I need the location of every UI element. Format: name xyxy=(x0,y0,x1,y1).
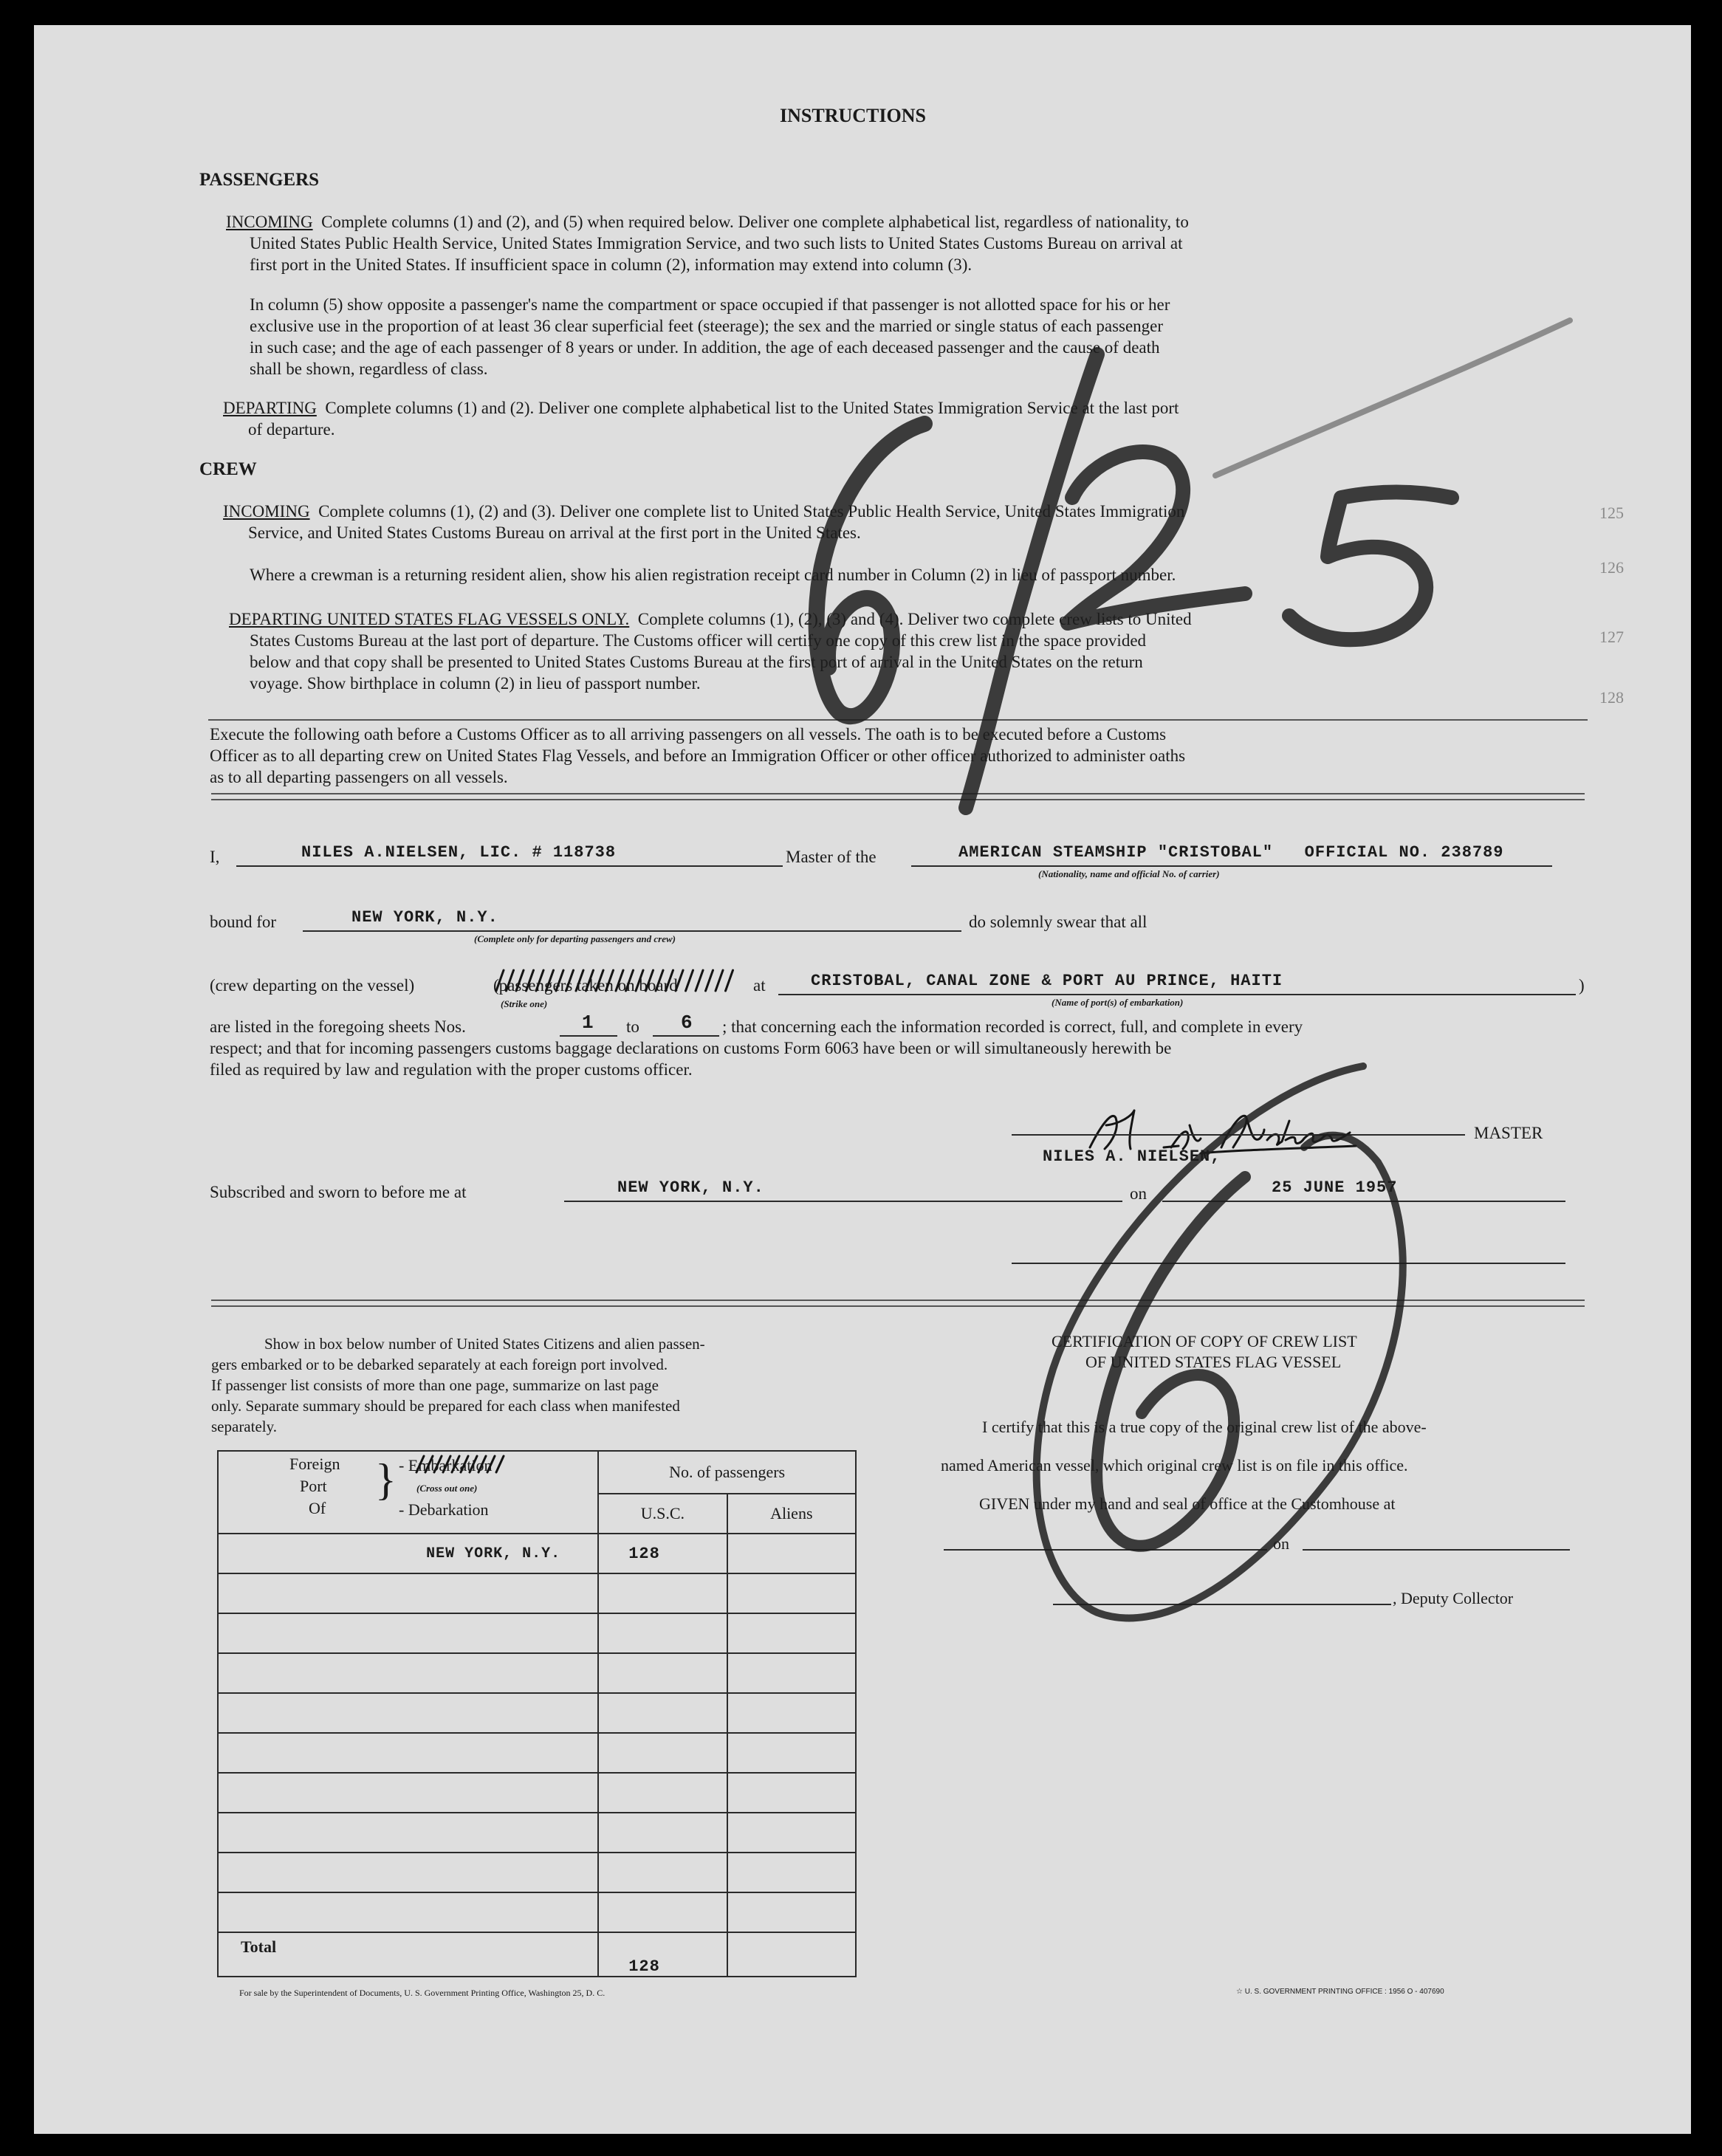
strike-mark xyxy=(586,970,594,991)
cert-text-2: named American vessel, which original crew list is on file in this office. xyxy=(941,1456,1408,1474)
bound-for-caption: (Complete only for departing passengers and crew) xyxy=(474,933,676,944)
summary-row-usc[interactable]: 128 xyxy=(598,1534,727,1573)
sheet-from-field[interactable]: 1 xyxy=(582,1012,594,1034)
passenger-summary-table xyxy=(217,1450,857,1977)
table-row xyxy=(218,1573,856,1613)
no-passengers-header: No. of passengers xyxy=(598,1451,856,1494)
cert-title-1: CERTIFICATION OF COPY OF CREW LIST xyxy=(1052,1332,1357,1350)
brace: } xyxy=(375,1455,397,1504)
strike-mark xyxy=(496,1456,504,1472)
passengers-incoming-line-3: first port in the United States. If insufficient space in column (2), information may extend into column (3). xyxy=(250,255,973,274)
margin-note-125: 125 xyxy=(1599,504,1624,522)
strike-mark xyxy=(726,970,733,991)
strike-mark xyxy=(507,970,514,991)
listed-text-3: filed as required by law and regulation with the proper customs officer. xyxy=(210,1060,693,1079)
sheet-to-field[interactable]: 6 xyxy=(681,1012,693,1034)
form-sheet xyxy=(34,25,1691,2134)
passengers-departing-line-1: DEPARTING Complete columns (1) and (2). Deliver one complete alphabetical list to the United States Immigration Service at the last port xyxy=(223,399,1179,417)
bound-for-line xyxy=(303,930,961,932)
sworn-date-line xyxy=(1162,1201,1565,1202)
strike-mark xyxy=(487,1456,495,1472)
of-label: Of xyxy=(309,1499,326,1517)
double-divider xyxy=(211,793,1585,800)
table-row xyxy=(218,1892,856,1932)
table-row xyxy=(218,1813,856,1853)
sheet-from-line xyxy=(560,1035,617,1037)
strike-mark xyxy=(566,970,574,991)
sheet-to-line xyxy=(653,1035,719,1037)
summary-instr-1: Show in box below number of United States Citizens and alien passen- xyxy=(264,1335,705,1353)
total-label: Total xyxy=(218,1932,598,1977)
listed-label: are listed in the foregoing sheets Nos. xyxy=(210,1017,466,1036)
cert-text-3: GIVEN under my hand and seal of office at the Customhouse at xyxy=(979,1494,1396,1513)
usc-header: U.S.C. xyxy=(598,1494,727,1534)
crew-departing-label: (crew departing on the vessel) xyxy=(210,976,415,995)
passengers-incoming-line-1: INCOMING Complete columns (1) and (2), and (5) when required below. Deliver one complete alphabetical list, regardless of nationality, to xyxy=(226,213,1189,231)
ports-line xyxy=(778,994,1576,995)
vessel-line xyxy=(911,865,1552,867)
passengers-incoming-label: INCOMING xyxy=(226,213,313,231)
embarkation-label: - Embarkation xyxy=(399,1456,493,1474)
debarkation-label: - Debarkation xyxy=(399,1500,489,1519)
total-aliens[interactable] xyxy=(727,1932,856,1977)
to-label: to xyxy=(626,1017,639,1036)
port-label: Port xyxy=(300,1477,327,1495)
master-signature-line xyxy=(1012,1134,1465,1136)
total-usc[interactable]: 128 xyxy=(598,1932,727,1977)
strike-mark xyxy=(646,970,654,991)
cert-date-line xyxy=(1303,1549,1570,1551)
ports-close-paren: ) xyxy=(1579,976,1585,995)
crew-departing-line-2: States Customs Bureau at the last port of departure. The Customs officer will certify one copy of this crew list in the space provided xyxy=(250,631,1147,650)
sworn-date-field[interactable]: 25 JUNE 1957 xyxy=(1272,1178,1398,1197)
ports-field[interactable]: CRISTOBAL, CANAL ZONE & PORT AU PRINCE, HAITI xyxy=(811,972,1283,990)
strike-mark xyxy=(416,1456,424,1472)
deputy-collector-line xyxy=(1053,1604,1391,1605)
strike-mark xyxy=(461,1456,468,1472)
summary-instr-4: only. Separate summary should be prepared for each class when manifested xyxy=(211,1397,680,1415)
ports-caption: (Name of port(s) of embarkation) xyxy=(1052,997,1184,1008)
strike-mark xyxy=(596,970,603,991)
crew-departing-line-1: DEPARTING UNITED STATES FLAG VESSELS ONLY. Complete columns (1), (2), (3) and (4). Deliver two complete crew lists to United xyxy=(229,610,1192,628)
table-row xyxy=(218,1853,856,1892)
officer-signature-line xyxy=(1012,1263,1565,1264)
port-header-cell xyxy=(218,1451,598,1534)
summary-row-port[interactable]: NEW YORK, N.Y. xyxy=(218,1534,598,1573)
table-row xyxy=(218,1773,856,1813)
strike-caption: (Strike one) xyxy=(501,998,548,1009)
divider xyxy=(208,719,1588,721)
col5-line-3: in such case; and the age of each passenger of 8 years or under. In addition, the age of each deceased passenger and the cause of death xyxy=(250,338,1160,357)
vessel-field[interactable]: AMERICAN STEAMSHIP "CRISTOBAL" OFFICIAL NO. 238789 xyxy=(958,843,1504,862)
table-row xyxy=(218,1653,856,1693)
handwritten-2 xyxy=(1068,452,1245,623)
summary-instr-3: If passenger list consists of more than one page, summarize on last page xyxy=(211,1376,659,1394)
sworn-place-field[interactable]: NEW YORK, N.Y. xyxy=(617,1178,764,1197)
oath-intro-line-1: Execute the following oath before a Customs Officer as to all arriving passengers on all vessels. The oath is to be executed before a Customs xyxy=(210,725,1167,744)
strike-mark xyxy=(616,970,623,991)
bound-for-field[interactable]: NEW YORK, N.Y. xyxy=(351,908,498,927)
table-row xyxy=(218,1613,856,1653)
cert-place-line xyxy=(944,1549,1267,1551)
cert-title-2: OF UNITED STATES FLAG VESSEL xyxy=(1085,1353,1342,1371)
strike-mark xyxy=(478,1456,486,1472)
strike-mark xyxy=(425,1456,433,1472)
strike-mark xyxy=(526,970,534,991)
crew-resident-line: Where a crewman is a returning resident alien, show his alien registration receipt card number in Column (2) in lieu of passport number. xyxy=(250,566,1176,584)
master-name-field[interactable]: NILES A.NIELSEN, LIC. # 118738 xyxy=(301,843,617,862)
strike-mark xyxy=(696,970,703,991)
strike-mark xyxy=(516,970,524,991)
cert-on-label: on xyxy=(1273,1534,1289,1553)
oath-intro-line-2: Officer as to all departing crew on United States Flag Vessels, and before an Immigration Officer or other officer authorized to administer oaths xyxy=(210,746,1186,765)
strike-mark xyxy=(443,1456,450,1472)
margin-note-128: 128 xyxy=(1599,688,1624,707)
table-row xyxy=(218,1733,856,1773)
deputy-collector-label: , Deputy Collector xyxy=(1393,1589,1514,1607)
oath-i-label: I, xyxy=(210,848,220,866)
strike-mark xyxy=(706,970,713,991)
strike-mark xyxy=(656,970,663,991)
double-divider-2 xyxy=(211,1300,1585,1307)
strike-out-marks xyxy=(492,967,743,997)
strike-mark xyxy=(716,970,723,991)
strike-mark xyxy=(666,970,673,991)
strike-mark xyxy=(556,970,563,991)
listed-text-2: respect; and that for incoming passengers customs baggage declarations on customs Form 6063 have been or will simultaneously herewith be xyxy=(210,1039,1172,1057)
crew-heading: CREW xyxy=(199,459,257,479)
strike-mark xyxy=(676,970,683,991)
vessel-caption: (Nationality, name and official No. of carrier) xyxy=(1038,868,1220,879)
master-typed-name: NILES A. NIELSEN, xyxy=(1043,1147,1221,1166)
summary-instr-5: separately. xyxy=(211,1418,278,1435)
strike-mark xyxy=(434,1456,442,1472)
embarkation-strikeout xyxy=(412,1453,508,1478)
master-name-line xyxy=(236,865,783,867)
strike-mark xyxy=(536,970,543,991)
passengers-departing-label: DEPARTING xyxy=(223,399,317,417)
strike-mark xyxy=(546,970,554,991)
cert-text-1: I certify that this is a true copy of the original crew list of the above- xyxy=(982,1418,1427,1436)
passengers-heading: PASSENGERS xyxy=(199,170,320,190)
listed-text-1: ; that concerning each the information recorded is correct, full, and complete in every xyxy=(722,1017,1303,1036)
col5-line-4: shall be shown, regardless of class. xyxy=(250,360,488,378)
strike-mark xyxy=(496,970,504,991)
passengers-incoming-line-2: United States Public Health Service, United States Immigration Service, and two such lists to United States Customs Bureau on arrival at xyxy=(250,234,1183,253)
margin-note-126: 126 xyxy=(1599,558,1624,577)
table-row xyxy=(218,1693,856,1733)
crew-incoming-label: INCOMING xyxy=(223,502,310,521)
margin-note-127: 127 xyxy=(1599,628,1624,646)
page-title: INSTRUCTIONS xyxy=(780,105,926,126)
cross-out-caption: (Cross out one) xyxy=(416,1483,478,1494)
footer-right: ☆ U. S. GOVERNMENT PRINTING OFFICE : 1956 O - 407690 xyxy=(1236,1988,1444,1996)
crew-departing-label: DEPARTING UNITED STATES FLAG VESSELS ONLY. xyxy=(229,610,630,628)
passengers-departing-line-2: of departure. xyxy=(248,420,335,439)
master-of-label: Master of the xyxy=(786,848,877,866)
strike-mark xyxy=(626,970,634,991)
strike-mark xyxy=(470,1456,477,1472)
master-label: MASTER xyxy=(1474,1124,1543,1142)
handwritten-5 xyxy=(1289,492,1452,640)
pencil-scratch xyxy=(1215,320,1570,476)
crew-incoming-line-1: INCOMING Complete columns (1), (2) and (3). Deliver one complete list to United States Public Health Service, United States Immigration xyxy=(223,502,1185,521)
crew-departing-line-3: below and that copy shall be presented to United States Customs Bureau at the first port of arrival in the United States on the return xyxy=(250,653,1143,671)
footer-left: For sale by the Superintendent of Documents, U. S. Government Printing Office, Washington 25, D. C. xyxy=(239,1988,606,1998)
strike-mark xyxy=(452,1456,459,1472)
col5-line-2: exclusive use in the proportion of at least 36 clear superficial feet (steerage); the sex and the married or single status of each passenger xyxy=(250,317,1164,335)
summary-row-aliens[interactable] xyxy=(727,1534,856,1573)
aliens-header: Aliens xyxy=(727,1494,856,1534)
strike-mark xyxy=(606,970,614,991)
foreign-label: Foreign xyxy=(289,1455,340,1473)
passengers-struck-text: (passengers taken on board xyxy=(493,976,678,995)
sworn-on-label: on xyxy=(1130,1184,1147,1203)
summary-instr-2: gers embarked or to be debarked separately at each foreign port involved. xyxy=(211,1356,668,1373)
sworn-place-line xyxy=(564,1201,1122,1202)
col5-line-1: In column (5) show opposite a passenger's name the compartment or space occupied if that passenger is not allotted space for his or her xyxy=(250,295,1170,314)
at-label: at xyxy=(753,976,766,995)
swear-label: do solemnly swear that all xyxy=(969,913,1148,931)
oath-intro-line-3: as to all departing passengers on all vessels. xyxy=(210,768,508,786)
bound-for-label: bound for xyxy=(210,913,277,931)
crew-incoming-line-2: Service, and United States Customs Bureau on arrival at the first port in the United States. xyxy=(248,523,861,542)
strike-mark xyxy=(686,970,693,991)
crew-departing-line-4: voyage. Show birthplace in column (2) in lieu of passport number. xyxy=(250,674,701,693)
strike-mark xyxy=(576,970,583,991)
strike-mark xyxy=(636,970,643,991)
subscribed-label: Subscribed and sworn to before me at xyxy=(210,1183,467,1201)
